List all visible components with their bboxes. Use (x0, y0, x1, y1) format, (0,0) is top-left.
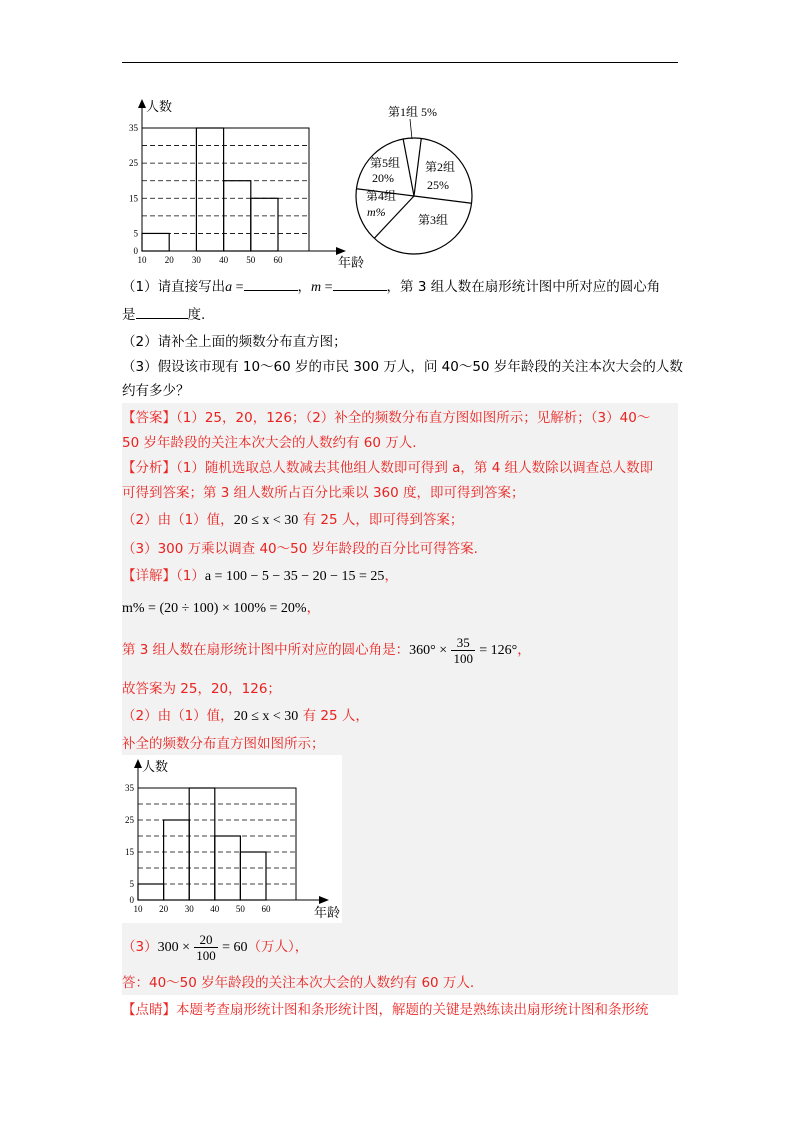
x-tick-label: 50 (246, 255, 256, 265)
pie-value-group4: m% (367, 205, 386, 219)
x-axis-arrow (336, 247, 346, 255)
histogram-bar (142, 233, 169, 251)
histogram-bar (196, 128, 223, 251)
question-1-line1: （1）请直接写出a = ，m = ，第 3 组人数在扇形统计图中所对应的圆心角 (122, 276, 660, 298)
blank-a[interactable] (244, 276, 298, 291)
x-tick-label: 20 (164, 255, 174, 265)
detail-line3: 第 3 组人数在扇形统计图中所对应的圆心角是：360° × $\frac{35}{100}$ = 126°， (122, 634, 531, 666)
histogram-completed (116, 755, 342, 923)
pie-leader-line (410, 119, 412, 139)
detail-line1: 【详解】（1）a = 100 − 5 − 35 − 20 − 15 = 25， (122, 568, 398, 584)
detail-line9: 【点睛】本题考查扇形统计图和条形统计图，解题的关键是熟练读出扇形统计图和条形统 (122, 1002, 649, 1018)
detail-line7: （3）300 × $\frac{20}{100}$ = 60（万人）， (122, 931, 309, 963)
x-tick-label: 30 (184, 904, 194, 914)
fraction-20-100: $\frac{20}{100}$ (196, 931, 216, 963)
x-axis-label: 年龄 (314, 905, 341, 920)
y-tick-label: 35 (125, 783, 134, 793)
pie-label-group1: 第1组 5% (388, 105, 437, 119)
pie-chart (350, 95, 490, 265)
detail-line8: 答：40～50 岁年龄段的关注本次大会的人数约有 60 万人. (122, 975, 475, 991)
pie-slice-2 (414, 138, 421, 196)
analysis-line3: （2）由（1）值，20 ≤ x < 30 有 25 人，即可得到答案； (122, 512, 464, 528)
question-1-line2: 是 度. (122, 304, 205, 325)
answer-line2: 50 岁年龄段的关注本次大会的人数约有 60 万人. (122, 435, 417, 451)
y-tick-label: 25 (129, 158, 138, 169)
x-axis-label: 年龄 (338, 255, 365, 270)
pie-value-group2: 25% (427, 178, 449, 192)
detail-line5: （2）由（1）值，20 ≤ x < 30 有 25 人， (122, 708, 369, 724)
blank-m[interactable] (333, 276, 387, 291)
pie-label-group4: 第4组 (366, 189, 397, 203)
histogram-original (116, 95, 365, 270)
y-axis-label: 人数 (142, 759, 169, 774)
x-tick-label: 30 (191, 255, 201, 265)
header-rule (122, 62, 678, 63)
x-tick-label: 60 (261, 904, 271, 914)
question-2: （2）请补全上面的频数分布直方图； (122, 334, 347, 350)
question-3-line2: 约有多少？ (122, 383, 190, 399)
x-tick-label: 10 (137, 255, 147, 265)
y-axis-label: 人数 (146, 99, 173, 114)
detail-line2: m% = (20 ÷ 100) × 100% = 20%， (122, 600, 321, 616)
pie-slice-1 (403, 139, 414, 196)
y-tick-label: 15 (125, 847, 134, 857)
x-tick-label: 40 (219, 255, 229, 265)
answer-line1: 【答案】（1）25，20，126；（2）补全的频数分布直方图如图所示；见解析；（3）40～ (122, 410, 651, 426)
blank-angle[interactable] (136, 304, 188, 319)
pie-label-group3: 第3组 (418, 213, 449, 227)
detail-line6: 补全的频数分布直方图如图所示； (122, 736, 325, 752)
y-tick-label: 35 (129, 123, 138, 133)
fraction-35-100: $\frac{35}{100}$ (453, 634, 473, 666)
y-tick-label: 5 (133, 228, 138, 239)
y-tick-label: 15 (129, 193, 138, 204)
pie-label-group5: 第5组 (370, 156, 401, 170)
histogram-frame (142, 128, 309, 251)
analysis-line4: （3）300 万乘以调查 40～50 岁年龄段的百分比可得答案. (122, 541, 478, 557)
y-tick-label: 5 (129, 879, 134, 889)
pie-value-group5: 20% (372, 171, 394, 185)
pie-slice-3 (414, 196, 472, 203)
pie-label-group2: 第2组 (425, 160, 456, 174)
detail-line4: 故答案为 25，20，126； (122, 681, 281, 697)
y-tick-label: 0 (133, 246, 138, 256)
x-tick-label: 50 (235, 904, 245, 914)
x-tick-label: 60 (273, 255, 283, 265)
x-tick-label: 40 (210, 904, 220, 914)
y-tick-label: 0 (129, 895, 134, 905)
analysis-line1: 【分析】（1）随机选取总人数减去其他组人数即可得到 a，第 4 组人数除以调查总人数即 (122, 460, 654, 476)
histogram-bar (251, 198, 278, 251)
y-axis-arrow (138, 99, 146, 108)
x-tick-label: 20 (159, 904, 169, 914)
x-tick-label: 10 (133, 904, 143, 914)
analysis-line2: 可得到答案；第 3 组人数所占百分比乘以 360 度，即可得到答案； (122, 485, 525, 501)
y-tick-label: 25 (125, 815, 134, 825)
question-3-line1: （3）假设该市现有 10～60 岁的市民 300 万人，问 40～50 岁年龄段的关注本次大会的人数 (122, 359, 683, 375)
